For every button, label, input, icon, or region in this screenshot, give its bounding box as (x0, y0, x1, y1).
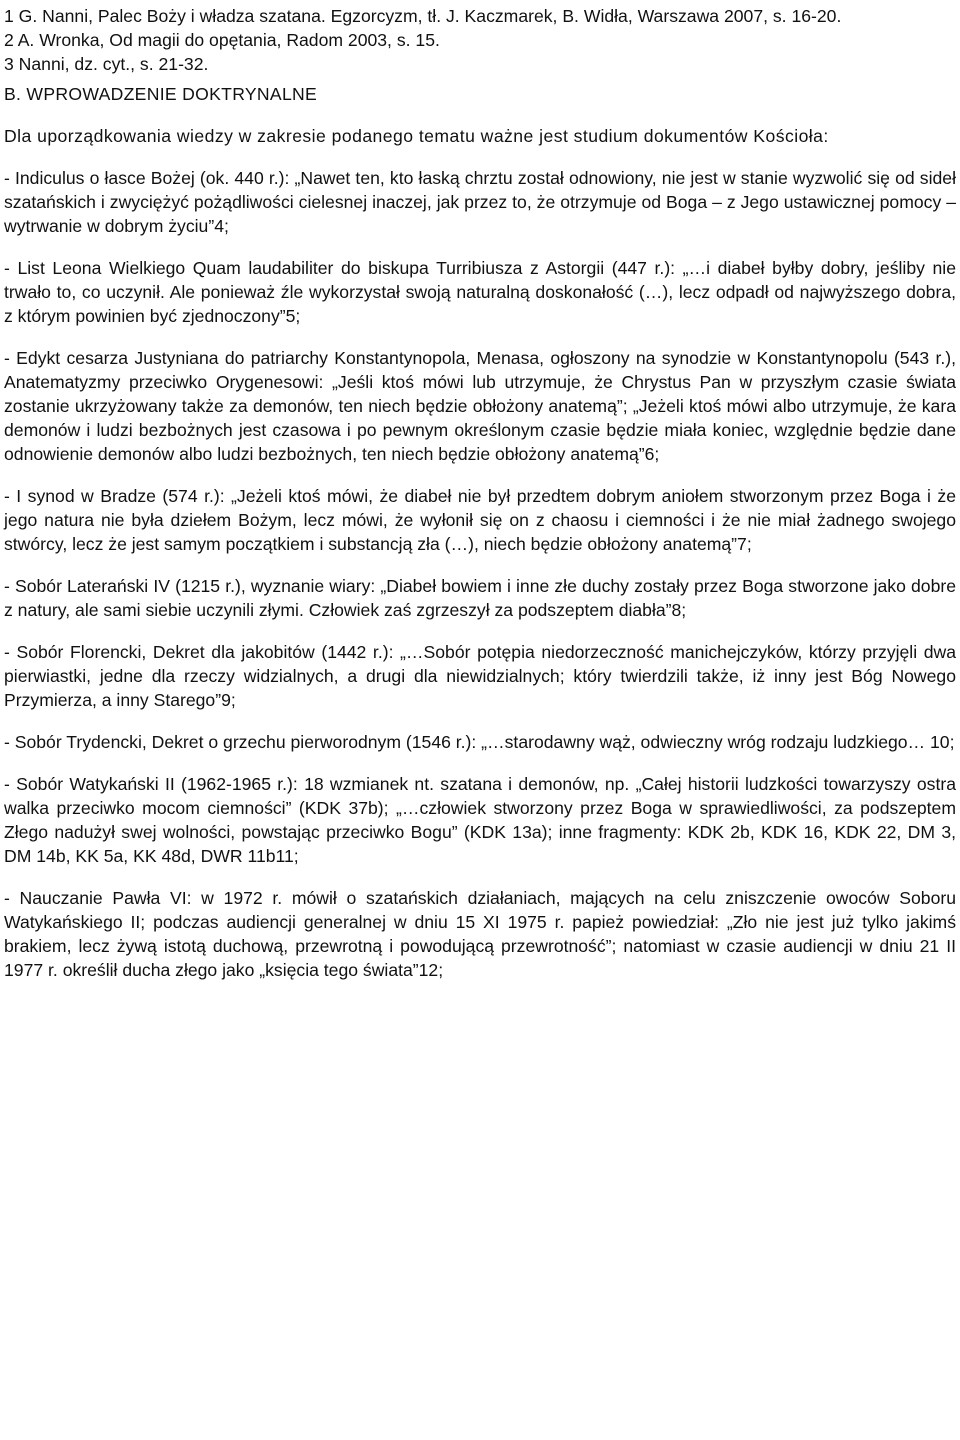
section-heading: B. WPROWADZENIE DOKTRYNALNE (4, 84, 318, 104)
doc-item-vatican: - Sobór Watykański II (1962-1965 r.): 18 wzmianek nt. szatana i demonów, np. „Całej historii ludzkości towarzyszy ostra walka przeciwko mocom ciemności” (KDK 37b); „…człowiek stworzony przez Boga w sprawiedliwości, za podszeptem Złego nadużył swej wolności, powstając przeciwko Bogu” (KDK 13a); inne fragmenty: KDK 2b, KDK 16, KDK 22, DM 3, DM 14b, KK 5a, KK 48d, DWR 11b11; (4, 774, 956, 866)
doc-item-indiculus: - Indiculus o łasce Bożej (ok. 440 r.): „Nawet ten, kto łaską chrztu został odnowiony, nie jest w stanie wyzwolić się od sideł szatańskich i zwyciężyć pożądliwości cielesnej inaczej, jak przez to, że otrzymuje od Boga – z Jego ustawicznej pomocy – wytrwanie w dobrym życiu”4; (4, 168, 956, 236)
section-lead: Dla uporządkowania wiedzy w zakresie podanego tematu ważne jest studium dokumentów Kościoła: (4, 126, 829, 146)
doc-item-trent: - Sobór Trydencki, Dekret o grzechu pierworodnym (1546 r.): „…starodawny wąż, odwieczny wróg rodzaju ludzkiego… 10; (4, 732, 955, 752)
footnote-1: 1 G. Nanni, Palec Boży i władza szatana. Egzorcyzm, tł. J. Kaczmarek, B. Widła, Warszawa 2007, s. 16-20. (4, 6, 842, 26)
doc-item-braga: - I synod w Bradze (574 r.): „Jeżeli ktoś mówi, że diabeł nie był przedtem dobrym aniołem stworzonym przez Boga i że jego natura nie była dziełem Bożym, lecz mówi, że wyłonił się on z chaosu i ciemności i że nie miał żadnego swojego stwórcy, lecz że jest samym początkiem i substancją zła (…), niech będzie obłożony anatemą”7; (4, 486, 956, 554)
doc-item-lateran: - Sobór Laterański IV (1215 r.), wyznanie wiary: „Diabeł bowiem i inne złe duchy zostały przez Boga stworzone jako dobre z natury, ale sami siebie uczynili złymi. Człowiek zaś zgrzeszył za podszeptem diabła”8; (4, 576, 956, 620)
doc-item-leon: - List Leona Wielkiego Quam laudabiliter do biskupa Turribiusza z Astorgii (447 r.): „…i diabeł byłby dobry, jeśliby nie trwało to, co uczynił. Ale ponieważ źle wykorzystał swoją naturalną doskonałość (…), lecz odpadł od najwyższego dobra, z którym powinien być zjednoczony”5; (4, 258, 956, 326)
doc-item-justynian: - Edykt cesarza Justyniana do patriarchy Konstantynopola, Menasa, ogłoszony na synodzie w Konstantynopolu (543 r.), Anatematyzmy przeciwko Orygenesowi: „Jeśli ktoś mówi lub utrzymuje, że Chrystus Pan w przyszłym czasie świata zostanie ukrzyżowany także za demonów, ten niech będzie obłożony anatemą”; „Jeżeli ktoś mówi albo utrzymuje, że kara demonów i ludzi bezbożnych jest czasowa i po pewnym określonym czasie będzie miała koniec, względnie będzie dane odnowienie demonów albo ludzi bezbożnych, ten niech będzie obłożony anatemą”6; (4, 348, 956, 464)
footnote-2: 2 A. Wronka, Od magii do opętania, Radom 2003, s. 15. (4, 30, 440, 50)
footnote-3: 3 Nanni, dz. cyt., s. 21-32. (4, 54, 209, 74)
doc-item-florence: - Sobór Florencki, Dekret dla jakobitów (1442 r.): „…Sobór potępia niedorzeczność manichejczyków, którzy przyjęli dwa pierwiastki, jedne dla rzeczy widzialnych, a drugi dla niewidzialnych; który twierdzili także, iż inny jest Bóg Nowego Przymierza, a inny Starego”9; (4, 642, 956, 710)
doc-item-paul-vi: - Nauczanie Pawła VI: w 1972 r. mówił o szatańskich działaniach, mających na celu zniszczenie owoców Soboru Watykańskiego II; podczas audiencji generalnej w dniu 15 XI 1975 r. papież powiedział: „Zło nie jest już tylko jakimś brakiem, lecz żywą istotą duchową, przewrotną i powodującą przewrotność”; natomiast w czasie audiencji w dniu 21 II 1977 r. określił ducha złego jako „księcia tego świata”12; (4, 888, 956, 980)
